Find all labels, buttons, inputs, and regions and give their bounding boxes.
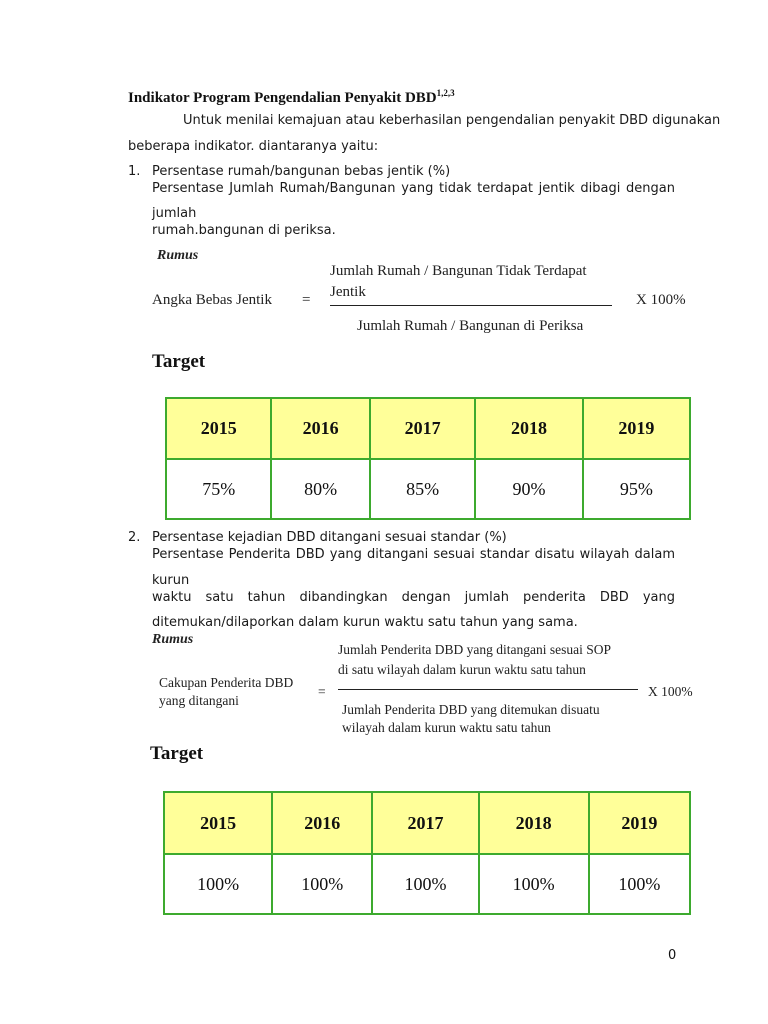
formula-2-numerator-line-2: di satu wilayah dalam kurun waktu satu tahun: [338, 662, 586, 677]
table-1-year-cell: 2016: [271, 398, 370, 459]
table-2-value-cell: 100%: [372, 854, 478, 914]
target-table-2-value-row: [164, 854, 690, 914]
item-1-number: 1.: [128, 164, 141, 179]
table-2-year-cell: 2019: [589, 792, 690, 854]
item-2-description-line-1: Persentase Penderita DBD yang ditangani sesuai standar disatu wilayah dalam: [152, 547, 675, 562]
item-2-description-line-2: kurun: [152, 573, 190, 588]
table-2-year-cell: 2018: [479, 792, 589, 854]
formula-1-fraction-bar: [330, 305, 612, 306]
table-2-value-cell: 100%: [164, 854, 272, 914]
item-1-heading: Persentase rumah/bangunan bebas jentik (%): [152, 164, 451, 179]
table-1-value-cell: 95%: [583, 459, 690, 519]
item-1-rumus-label: Rumus: [157, 248, 199, 263]
item-2-heading: Persentase kejadian DBD ditangani sesuai standar (%): [152, 530, 507, 545]
formula-2-lhs-line-2: yang ditangani: [159, 693, 239, 708]
formula-2-denominator-line-2: wilayah dalam kurun waktu satu tahun: [342, 720, 551, 735]
formula-1-numerator-line-2: Jentik: [330, 284, 366, 300]
formula-2-numerator-line-1: Jumlah Penderita DBD yang ditangani sesuai SOP: [338, 642, 611, 657]
table-1-value-cell: 75%: [166, 459, 271, 519]
item-2-rumus-label: Rumus: [152, 632, 194, 647]
formula-2-multiplier: X 100%: [648, 684, 693, 699]
page-title: [128, 88, 455, 107]
table-1-year-cell: 2017: [370, 398, 475, 459]
formula-2-equals: =: [318, 684, 326, 699]
item-2-target-label: Target: [150, 743, 204, 764]
target-table-1: [165, 397, 691, 520]
table-1-value-cell: 90%: [475, 459, 582, 519]
formula-2-denominator-line-1: Jumlah Penderita DBD yang ditemukan disuatu: [342, 702, 600, 717]
page-title-text: Indikator Program Pengendalian Penyakit DBD: [128, 90, 437, 106]
table-1-year-cell: 2018: [475, 398, 582, 459]
page-number: 0: [668, 948, 677, 963]
formula-1-multiplier: X 100%: [636, 292, 686, 308]
table-2-value-cell: 100%: [589, 854, 690, 914]
item-1-description-line-1: Persentase Jumlah Rumah/Bangunan yang tidak terdapat jentik dibagi dengan: [152, 181, 675, 196]
table-2-year-cell: 2015: [164, 792, 272, 854]
intro-line-2: beberapa indikator. diantaranya yaitu:: [128, 139, 379, 154]
item-1-description-line-2: jumlah: [152, 206, 197, 221]
item-2-description-line-3: waktu satu tahun dibandingkan dengan jumlah penderita DBD yang: [152, 590, 675, 605]
formula-1-lhs: Angka Bebas Jentik: [152, 292, 272, 308]
item-1-description-line-3: rumah.bangunan di periksa.: [152, 223, 336, 238]
formula-1-equals: =: [302, 292, 311, 308]
target-table-2-header-row: [164, 792, 690, 854]
item-2-description-line-4: ditemukan/dilaporkan dalam kurun waktu satu tahun yang sama.: [152, 615, 578, 630]
table-2-year-cell: 2017: [372, 792, 478, 854]
table-2-year-cell: 2016: [272, 792, 372, 854]
table-1-year-cell: 2019: [583, 398, 690, 459]
intro-line-1: Untuk menilai kemajuan atau keberhasilan pengendalian penyakit DBD digunakan: [183, 113, 721, 128]
formula-1-denominator: Jumlah Rumah / Bangunan di Periksa: [357, 318, 584, 334]
table-2-value-cell: 100%: [479, 854, 589, 914]
table-1-year-cell: 2015: [166, 398, 271, 459]
formula-1-numerator-line-1: Jumlah Rumah / Bangunan Tidak Terdapat: [330, 263, 587, 279]
table-2-value-cell: 100%: [272, 854, 372, 914]
item-2-number: 2.: [128, 530, 141, 545]
target-table-1-value-row: [166, 459, 690, 519]
formula-2-fraction-bar: [338, 689, 638, 690]
target-table-1-header-row: [166, 398, 690, 459]
formula-2-lhs-line-1: Cakupan Penderita DBD: [159, 675, 294, 690]
target-table-2: [163, 791, 691, 915]
table-1-value-cell: 80%: [271, 459, 370, 519]
table-1-value-cell: 85%: [370, 459, 475, 519]
title-superscript: 1,2,3: [436, 88, 455, 98]
item-1-target-label: Target: [152, 351, 206, 372]
